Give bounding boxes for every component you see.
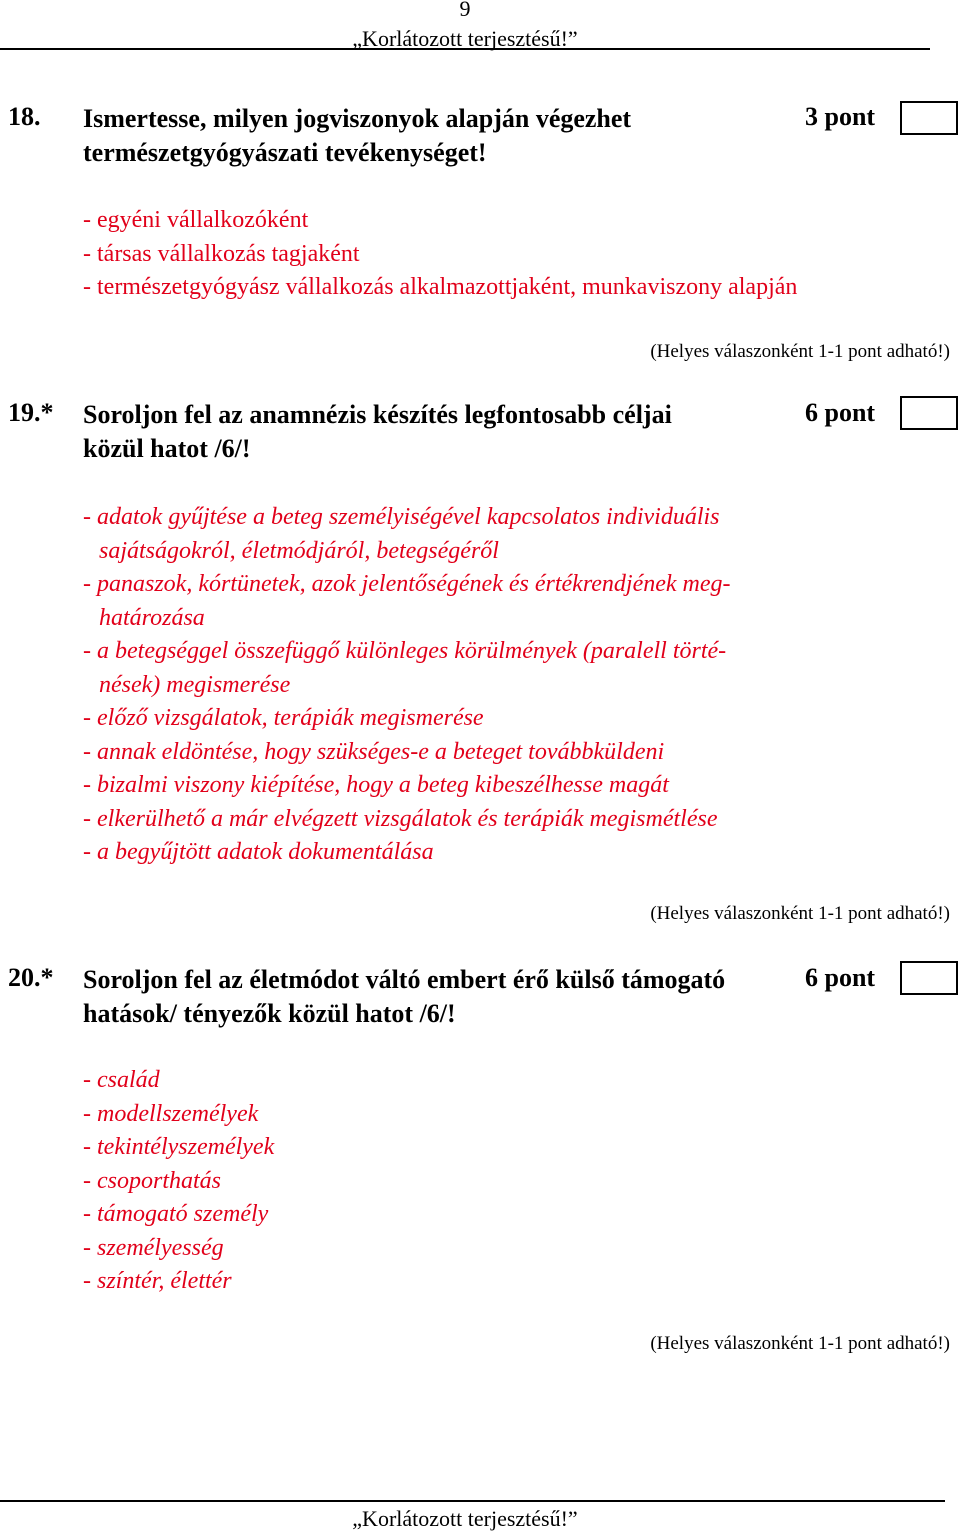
list-item: - támogató személy [83,1201,269,1227]
question-19-points: 6 pont [805,398,876,427]
question-18-score-box[interactable] [900,101,958,135]
list-item-line: sajátságokról, életmódjáról, betegségéről [99,537,499,564]
question-20-answer-list [83,1064,943,1299]
list-item: - előző vizsgálatok, terápiák megismerése [83,705,484,731]
question-19-text-line: Soroljon fel az anamnézis készítés legfontosabb céljai [83,400,672,429]
list-item-line: - panaszok, kórtünetek, azok jelentőségének és értékrendjének meg- [83,571,731,597]
question-19-scoring-note: (Helyes válaszonként 1-1 pont adható!) [650,903,950,924]
header-divider [0,48,930,50]
list-item [83,635,943,702]
question-20-scoring-note: (Helyes válaszonként 1-1 pont adható!) [650,1333,950,1354]
list-item-line: - a betegséggel összefüggő különleges körülmények (paralell törté- [83,638,727,664]
question-20-text-line: hatások/ tényezők közül hatot /6/! [83,999,456,1028]
list-item: - személyesség [83,1234,224,1261]
question-20-score-box[interactable] [900,961,958,995]
list-item: - színtér, élettér [83,1268,232,1294]
question-19-score-box[interactable] [900,396,958,430]
question-19-answer-list [83,501,943,870]
question-18-scoring-note: (Helyes válaszonként 1-1 pont adható!) [650,341,950,362]
question-20-points: 6 pont [805,963,876,992]
list-item: - tekintélyszemélyek [83,1134,275,1160]
list-item: - természetgyógyász vállalkozás alkalmazottjaként, munkaviszony alapján [83,274,798,300]
list-item: - bizalmi viszony kiépítése, hogy a beteg kibeszélhesse magát [83,772,669,798]
header-notice: „Korlátozott terjesztésű!” [352,26,578,51]
list-item: - elkerülhető a már elvégzett vizsgálatok és terápiák megismétlése [83,805,718,832]
question-20-text-line: Soroljon fel az életmódot váltó embert érő külső támogató [83,965,726,994]
question-18-text: Ismertesse, milyen jogviszonyok alapján végezhet természetgyógyászati tevékenységet! [83,104,632,167]
list-item [83,568,943,635]
question-18-number: 18. [8,102,41,131]
question-18-points: 3 pont [805,102,876,131]
question-19-number: 19.* [8,398,54,427]
list-item-line: nések) megismerése [99,671,291,698]
list-item: - annak eldöntése, hogy szükséges-e a beteget továbbküldeni [83,738,665,765]
list-item [83,501,943,568]
list-item: - család [83,1067,160,1093]
list-item: - csoporthatás [83,1167,221,1194]
list-item: - egyéni vállalkozóként [83,207,309,233]
question-20-number: 20.* [8,963,54,992]
list-item: - modellszemélyek [83,1100,259,1127]
page-number: 9 [459,0,471,21]
question-20-text [83,963,803,1031]
list-item-line: határozása [99,604,205,631]
list-item: - a begyűjtött adatok dokumentálása [83,839,434,865]
list-item-line: - adatok gyűjtése a beteg személyiségével kapcsolatos individuális [83,504,720,530]
footer-divider [0,1500,945,1502]
question-19-text-line: közül hatot /6/! [83,434,251,463]
footer-notice: „Korlátozott terjesztésű!” [352,1506,578,1531]
question-18-answer-list [83,204,943,305]
question-19-text [83,398,783,466]
list-item: - társas vállalkozás tagjaként [83,240,360,267]
